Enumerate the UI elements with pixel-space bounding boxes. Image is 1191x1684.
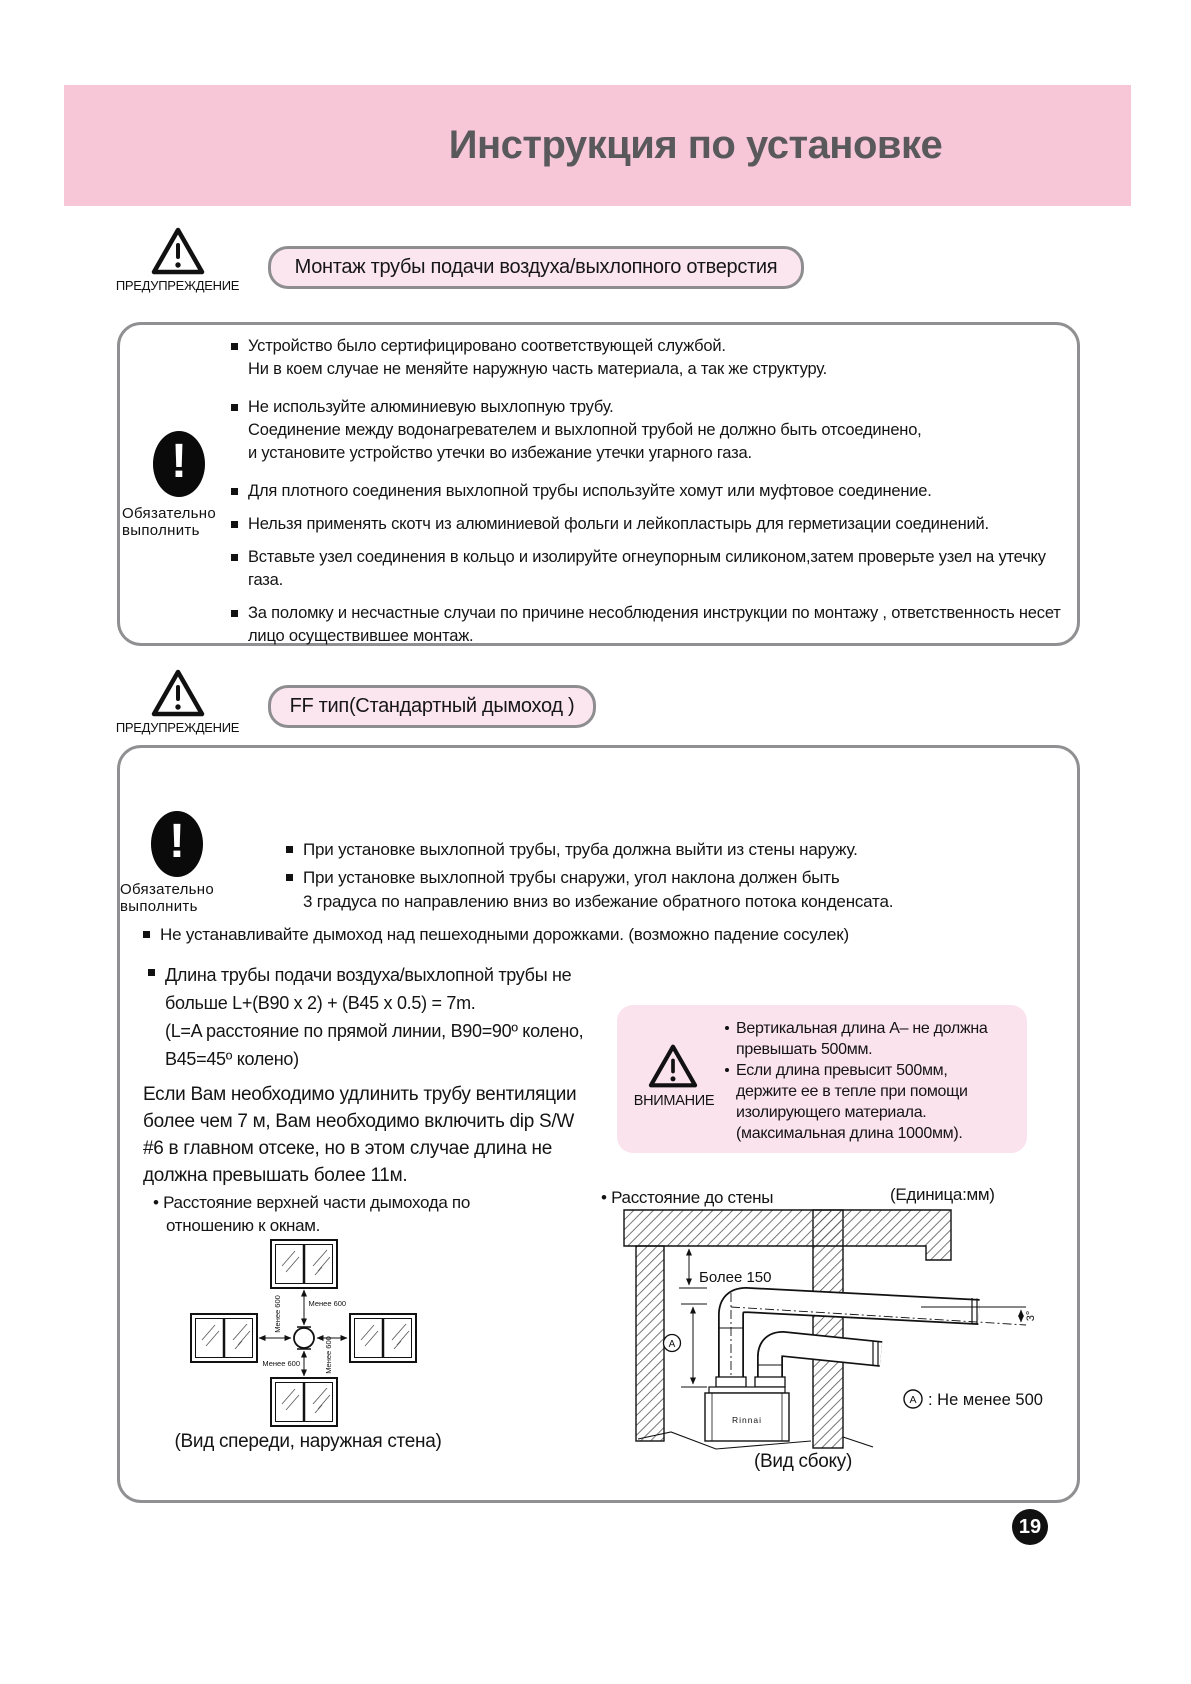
warning-triangle-icon [150, 226, 206, 276]
mandatory-icon: ! [153, 431, 205, 497]
bullet-line: За поломку и несчастные случаи по причине несоблюдения инструкции по монтажу , ответственность несет [248, 604, 1061, 622]
dim-label-150: Более 150 [699, 1269, 772, 1286]
a-note-text: : Не менее 500 [928, 1391, 1043, 1409]
bullet-line: Нельзя применять скотч из алюминиевой фольги и лейкопластырь для герметизации соединений. [248, 515, 989, 533]
mandatory-label: Обязательно выполнить [120, 881, 214, 915]
square-bullet [231, 554, 238, 561]
bullet-line: Не используйте алюминиевую выхлопную трубу. [248, 398, 614, 416]
brand-label: Rinnai [731, 1415, 763, 1425]
section-pill-ff-type-text: FF тип(Стандартный дымоход ) [289, 695, 575, 717]
window-top [271, 1240, 337, 1288]
side-view-diagram [581, 1203, 1061, 1468]
bullet-line: 3 градуса по направлению вниз во избежание обратного потока конденсата. [303, 892, 894, 911]
box2-mandatory-list [286, 838, 1006, 914]
a-dimension [664, 1304, 708, 1387]
square-bullet [286, 846, 293, 853]
mandatory-label: Обязательно выполнить [122, 505, 216, 539]
bullet-line: При установке выхлопной трубы снаружи, угол наклона должен быть [303, 868, 840, 887]
angle-label: 3° [1025, 1310, 1037, 1322]
square-bullet [148, 969, 155, 976]
square-bullet [231, 521, 238, 528]
page-number-badge [1012, 1509, 1048, 1545]
bullet-line: Ни в коем случае не меняйте наружную часть материала, а так же структуру. [248, 360, 828, 378]
list-item [231, 480, 1061, 503]
list-item [231, 396, 1061, 465]
bullet-line: Устройство было сертифицировано соответствующей службой. [248, 337, 726, 355]
dim-label-bottom: Менее 600 [262, 1359, 300, 1368]
warning-triangle-icon [150, 668, 206, 718]
list-item-walkway [143, 923, 1013, 947]
bullet-line: Не устанавливайте дымоход над пешеходными дорожками. (возможно падение сосулек) [160, 925, 849, 944]
side-view-heading: • Расстояние до стены [601, 1188, 774, 1207]
a-note [904, 1390, 1043, 1409]
square-bullet [143, 931, 150, 938]
section-pill-air-supply-text: Монтаж трубы подачи воздуха/выхлопного отверстия [294, 256, 778, 278]
bullet-line: (L=A расстояние по прямой линии, B90=90º колено, [165, 1021, 584, 1041]
extension-paragraph: Если Вам необходимо удлинить трубу вентиляции более чем 7 м, Вам необходимо включить dip S/W #6 в главном отсеке, но в этом случае длина не должна превышать более 11м. [143, 1084, 577, 1186]
caution-label: ВНИМАНИЕ [633, 1093, 715, 1109]
warning2-label: ПРЕДУПРЕЖДЕНИЕ [115, 720, 240, 735]
list-item [231, 602, 1061, 648]
water-heater [705, 1377, 789, 1441]
square-bullet [231, 343, 238, 350]
box1-bullet-list [231, 335, 1061, 648]
a-circle-label: A [668, 1339, 676, 1350]
caution-triangle-icon [647, 1043, 699, 1089]
front-view-caption: (Вид спереди, наружная стена) [174, 1431, 442, 1452]
bullet-line: При установке выхлопной трубы, труба должна выйти из стены наружу. [303, 840, 858, 859]
bullet-line: Для плотного соединения выхлопной трубы используйте хомут или муфтовое соединение. [248, 482, 932, 500]
front-view-diagram [173, 1238, 433, 1428]
page-number: 19 [1018, 1515, 1042, 1538]
list-item [231, 335, 1061, 381]
window-left [191, 1314, 257, 1362]
list-item-pipe-length [148, 961, 598, 1073]
list-item [231, 513, 1061, 536]
bullet-line: лицо осуществившее монтаж. [248, 627, 474, 645]
section-pill-air-supply [268, 246, 804, 289]
warning-box-1 [117, 322, 1080, 646]
ceiling [624, 1210, 951, 1260]
window-right [350, 1314, 416, 1362]
list-item: Вертикальная длина A– не должна превышать 500мм. [725, 1018, 1015, 1060]
bullet-line: Соединение между водонагревателем и выхлопной трубой не должно быть отсоединено, [248, 421, 922, 439]
bullet-line: больше L+(B90 x 2) + (B45 x 0.5) = 7m. [165, 993, 476, 1013]
dot-bullet [725, 1026, 729, 1030]
mandatory-icon: ! [151, 811, 203, 877]
dim-label-left: Менее 600 [273, 1295, 282, 1333]
warning-box-2 [117, 745, 1080, 1503]
left-wall [636, 1246, 664, 1441]
list-item: Если длина превысит 500мм, держите ее в тепле при помощи изолирующего материала. (максимальная длина 1000мм). [725, 1060, 1015, 1144]
square-bullet [231, 610, 238, 617]
square-bullet [286, 874, 293, 881]
dim-label-right: Менее 600 [324, 1336, 333, 1374]
header-band [64, 85, 1131, 206]
section-pill-ff-type [268, 685, 596, 728]
list-item [231, 546, 1061, 592]
bullet-line: и установите устройство утечки во избежание утечки угарного газа. [248, 444, 752, 462]
caution-items [725, 1018, 1015, 1144]
bullet-line: Вставьте узел соединения в кольцо и изолируйте огнеупорным силиконом,затем проверьте узел на утечку газа. [248, 548, 1046, 589]
page-title: Инструкция по установке [448, 123, 943, 167]
caution-box [617, 1005, 1027, 1153]
list-item [286, 866, 1006, 914]
list-item [286, 838, 1006, 862]
dot-bullet [725, 1068, 729, 1072]
vent-terminal [294, 1327, 314, 1349]
warning1-label: ПРЕДУПРЕЖДЕНИЕ [115, 278, 240, 293]
bullet-line: Длина трубы подачи воздуха/выхлопной трубы не [165, 965, 572, 985]
square-bullet [231, 404, 238, 411]
svg-text:A: A [909, 1394, 917, 1406]
window-bottom [271, 1378, 337, 1426]
bullet-line: B45=45º колено) [165, 1049, 299, 1069]
front-view-heading: • Расстояние верхней части дымохода по отношению к окнам. [153, 1193, 470, 1235]
side-view-unit: (Единица:мм) [890, 1185, 995, 1204]
square-bullet [231, 488, 238, 495]
side-view-caption: (Вид сбоку) [754, 1451, 852, 1472]
dim-label-top: Менее 600 [308, 1299, 347, 1308]
